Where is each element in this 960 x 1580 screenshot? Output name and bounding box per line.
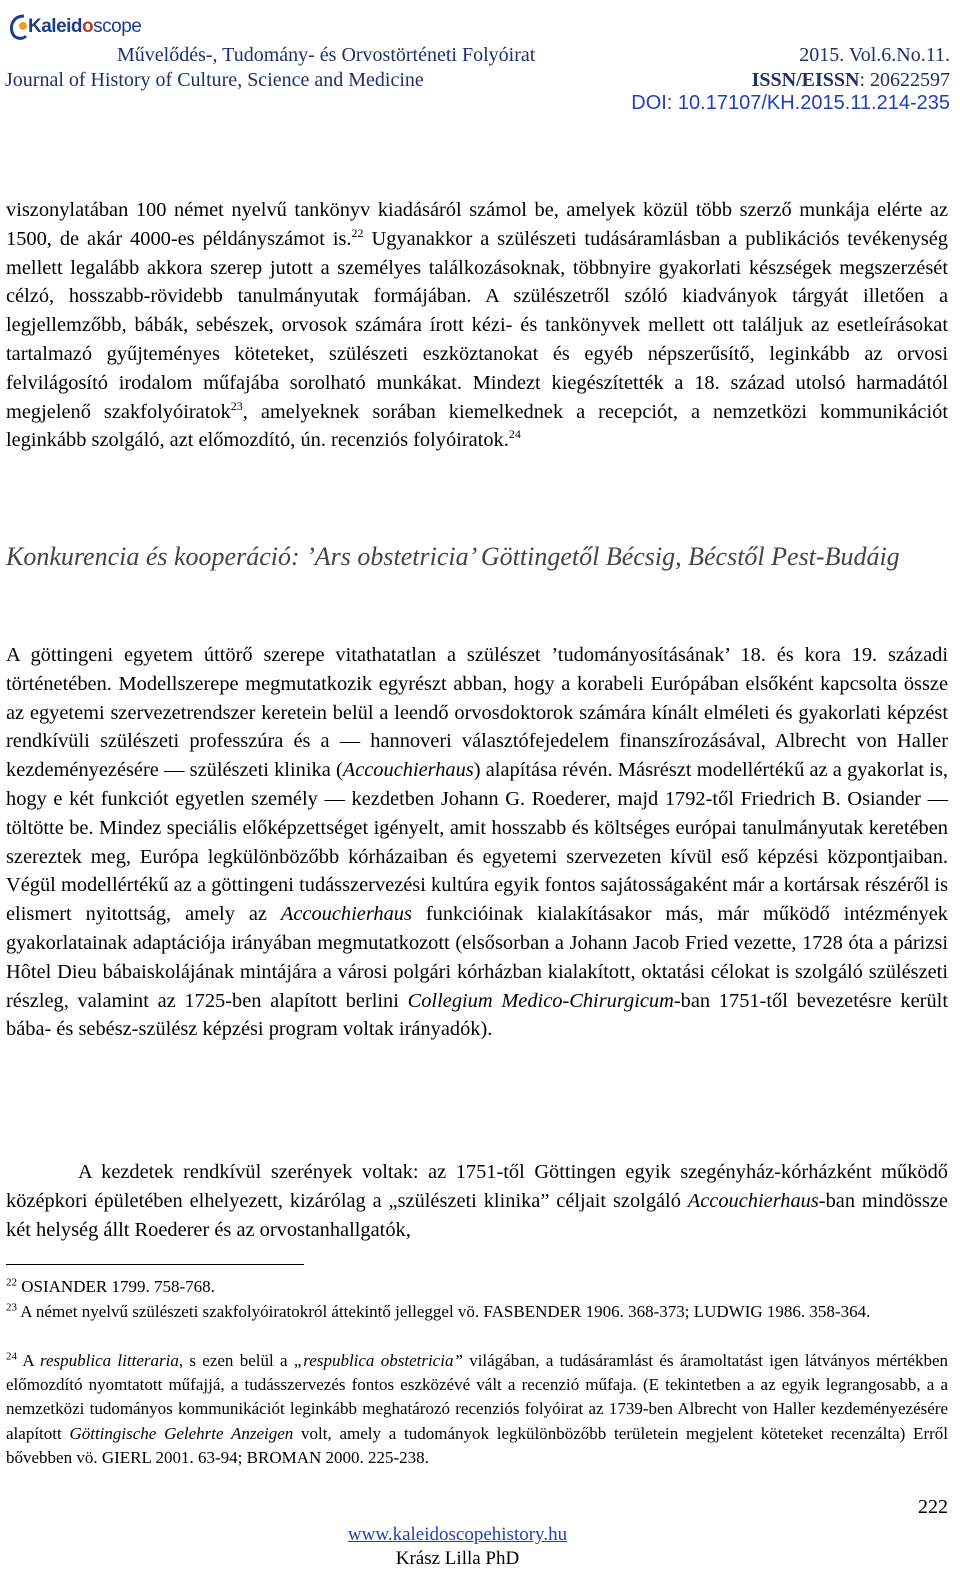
paragraph-3 xyxy=(6,1158,948,1244)
website-link[interactable]: www.kaleidoscopehistory.hu xyxy=(347,1524,568,1545)
footnote-text: volt, amely a tudományok legkülönbözőbb területein megjelent köteteket recenzálta) Erről bővebben vö. GIERL 2001. 63-94; BROMAN 2000. 225-238. xyxy=(6,1423,948,1467)
p2-text-b: ) alapítása révén. Másrészt modellértékű az a gyakorlat is, hogy e két funkciót egyetlen személy — kezdetben Johann G. Roederer, majd 1792-től Friedrich B. Osiander — töltötte be. Mindez speciális előképzettséget igényelt, amit hosszabb és költséges európai tanulmányutak keretében szereztek meg, Európa legkülönbözőbb kórházaiban és egyetemi szervezeten kívül eső képzési központjaiban. Végül modellértékű az a göttingeni tudásszervezési kultúra egyik fontos sajátosságaként már a kortársak részéről is elismert nyitottság, amely az xyxy=(6,759,948,926)
journal-title-hu: Művelődés-, Tudomány- és Orvostörténeti Folyóirat xyxy=(117,44,536,66)
paragraph-2 xyxy=(6,641,948,1044)
section-heading: Konkurencia és kooperáció: ’Ars obstetricia’ Göttingetől Bécsig, Bécstől Pest-Budáig xyxy=(6,542,900,571)
issn-info xyxy=(752,69,950,92)
issue-info: 2015. Vol.6.No.11. xyxy=(799,44,950,66)
p2-italic-2: Accouchierhaus xyxy=(280,903,412,926)
footnote-text: A német nyelvű szülészeti szakfolyóiratokról áttekintő jelleggel vö. FASBENDER 1906. 368-373; LUDWIG 1986. 358-364. xyxy=(17,1302,871,1321)
footnote-text: OSIANDER 1799. 758-768. xyxy=(17,1277,215,1296)
footnote-number: 24 xyxy=(6,1350,17,1363)
p1-text-b: Ugyanakkor a szülészeti tudásáramlásban a publikációs tevékenység mellett legalább akkora szerep jutott a személyes találkozásoknak, többnyire gyakorlati készségek megszerzését célzó, hosszabb-rövidebb tanulmányutak formájában. A szülészetről szóló kiadványok tárgyát illetően a legjellemzőbb, bábák, sebészek, orvosok számára írott kézi- és tankönyvek mellett ott találjuk az esetleírásokat tartalmazó gyűjteményes köteteket, szülészeti eszköztanokat és egyéb népszerűsítő, leginkább az orvosi felvilágosító irodalom műfajába sorolható munkákat. Mindezt kiegészítették a 18. század utolsó harmadától megjelenő szakfolyóiratok xyxy=(6,227,948,423)
journal-title-en: Journal of History of Culture, Science and Medicine xyxy=(5,69,424,91)
footnote-23 xyxy=(6,1300,948,1324)
footnote-ref-23[interactable]: 23 xyxy=(230,398,243,413)
author-name: Krász Lilla PhD xyxy=(395,1548,520,1569)
footnote-22 xyxy=(6,1275,948,1299)
footnote-text: világában, a tudásáramlást és áramoltatást igen látványos mértékben előmozdító nyomtatott műfajjá, a tudásszervezés fontos eszközévé vált a recenzió műfaja. (E tekintetben a az egyik legrangosabb, a a nemzetközi tudományos kommunikációt leginkább meghatározó recenziós folyóirat az 1739-ben Albrecht von Haller kezdeményezésére alapított xyxy=(6,1351,949,1443)
footnote-number: 23 xyxy=(6,1301,17,1314)
p2-italic-1: Accouchierhaus xyxy=(342,759,474,782)
journal-header xyxy=(0,0,960,130)
footnote-separator xyxy=(6,1264,304,1265)
footnote-ref-24[interactable]: 24 xyxy=(508,427,521,442)
footnote-text: A xyxy=(17,1351,40,1370)
p2-text-a: A göttingeni egyetem úttörő szerepe vitathatatlan a szülészet ’tudományosításának’ 18. és kora 19. századi történetében. Modellszerepe megmutatkozik egyrészt abban, hogy a korabeli Európában elsőként kapcsolta össze az egyetemi szervezetrendszer keretein belül a leendő orvosdoktorok számára kínált elméleti és gyakorlati képzést rendkívüli szülészeti professzúra és a — hannoveri választófejedelem finanszírozásával, Albrecht von Haller kezdeményezésére — szülészeti klinika ( xyxy=(6,644,948,782)
p3-text-a: A kezdetek rendkívül szerények voltak: az 1751-től Göttingen egyik szegényház-kórházként működő középkori épületében elhelyezett, kizárólag a „szülészeti klinika” céljait szolgáló xyxy=(6,1161,948,1212)
footnote-italic: „respublica obstetricia” xyxy=(293,1351,463,1370)
logo-swirl-icon xyxy=(8,12,30,42)
p1-text-c: , amelyeknek sorában kiemelkednek a recepciót, a nemzetközi kommunikációt leginkább szolgáló, azt előmozdító, ún. recenziós folyóiratok. xyxy=(6,400,948,452)
p3-text-b: -ban mindössze két helység állt Roederer és az orvostanhallgatók, xyxy=(6,1189,948,1241)
page-number: 222 xyxy=(918,1496,948,1518)
issn-label: ISSN/EISSN xyxy=(751,69,860,91)
p3-italic-1: Accouchierhaus xyxy=(687,1189,819,1212)
footnote-number: 22 xyxy=(6,1276,17,1289)
footnote-italic: respublica litteraria xyxy=(40,1351,179,1370)
paragraph-1 xyxy=(6,196,948,455)
p2-text-c: funkcióinak kialakításakor más, már működő intézmények gyakorlatainak adaptációja irányában megmutatkozott (elsősorban a Johann Jacob Fried vezette, 1728 óta a párizsi Hôtel Dieu bábaiskolájának mintájára a városi polgári kórházban kialakított, oktatási célokat is szolgáló szülészeti részleg, valamint az 1725-ben alapított berlini xyxy=(6,903,948,1012)
p2-italic-3: Collegium Medico-Chirurgicum xyxy=(407,989,674,1012)
p1-text-a: viszonylatában 100 német nyelvű tankönyv kiadásáról számol be, amelyek közül több szerző munkája elérte az 1500, de akár 4000-es példányszámot is. xyxy=(6,199,948,250)
footnote-24 xyxy=(6,1349,948,1470)
footnote-ref-22[interactable]: 22 xyxy=(351,226,364,240)
doi-link[interactable]: DOI: 10.17107/KH.2015.11.214-235 xyxy=(631,92,950,114)
logo-wordmark: Kaleidoscope xyxy=(28,16,142,37)
footnote-text: , s ezen belül a xyxy=(178,1351,294,1370)
p2-text-d: -ban 1751-től bevezetésre került bába- és sebész-szülész képzési program voltak irányadók). xyxy=(6,989,948,1041)
footnote-italic: Göttingische Gelehrte Anzeigen xyxy=(69,1423,294,1443)
issn-value: : 20622597 xyxy=(859,69,950,91)
journal-logo xyxy=(6,10,142,46)
